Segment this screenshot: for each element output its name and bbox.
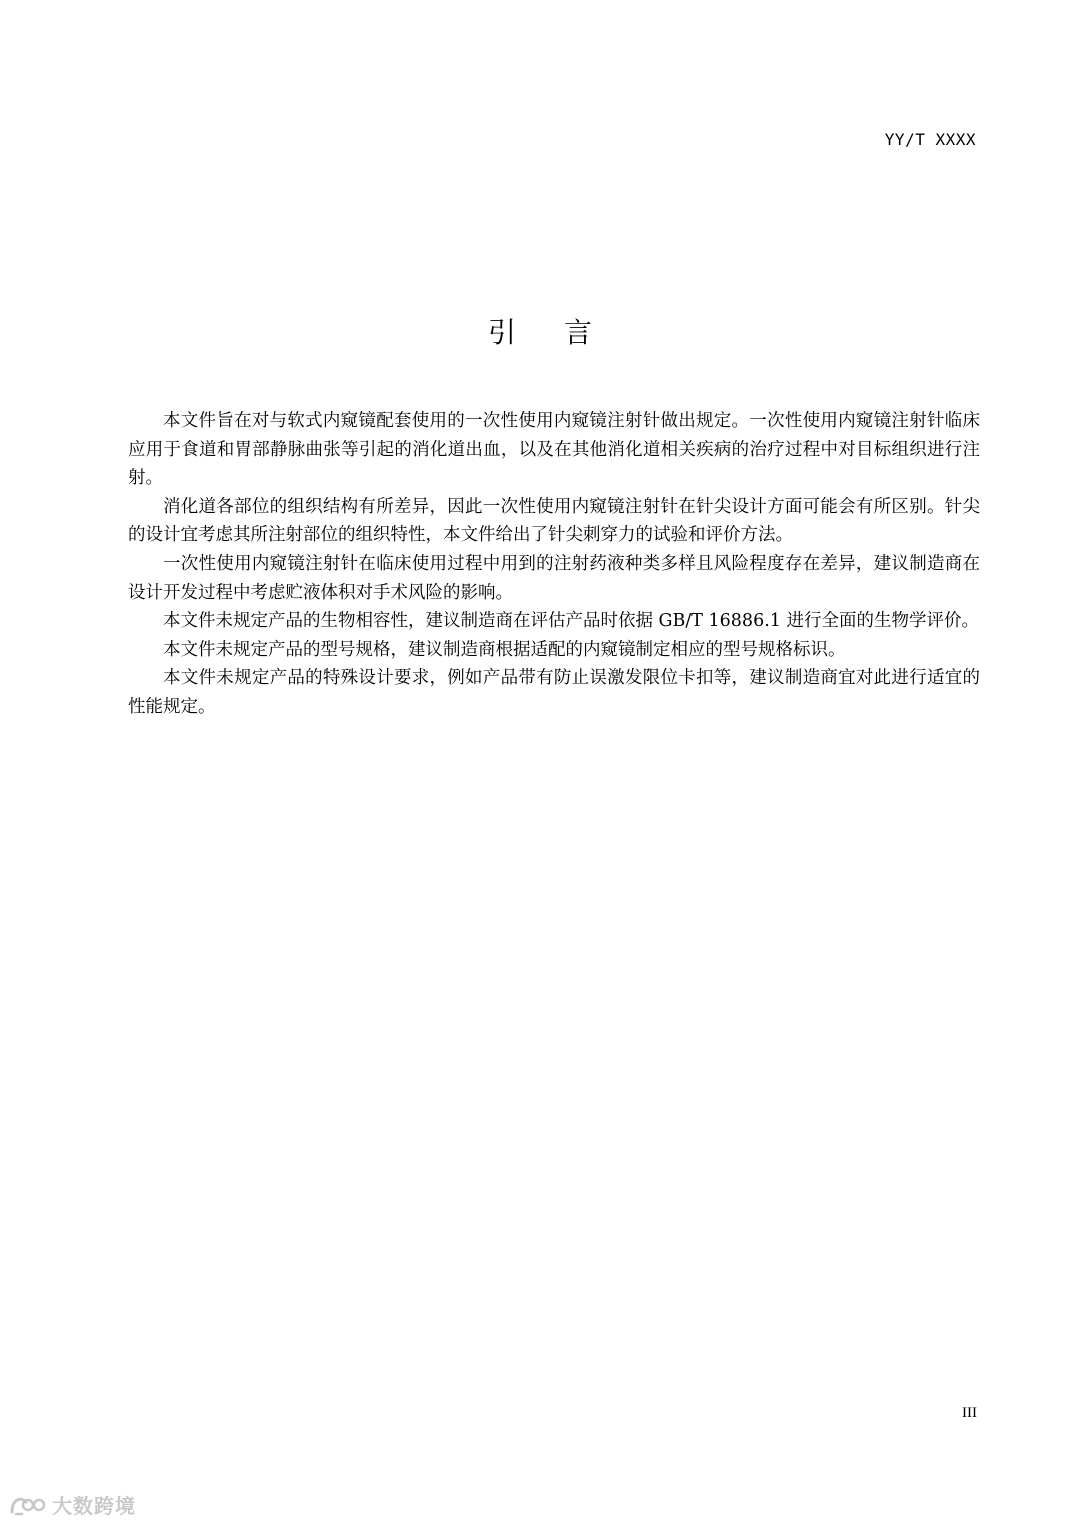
standard-code: YY/T XXXX bbox=[884, 130, 976, 149]
watermark-text: 大数跨境 bbox=[52, 1494, 136, 1518]
introduction-body bbox=[128, 407, 980, 722]
watermark bbox=[8, 1490, 136, 1519]
paragraph: 本文件未规定产品的生物相容性，建议制造商在评估产品时依据 GB/T 16886.1 进行全面的生物学评价。 bbox=[163, 611, 979, 632]
brand-logo-icon bbox=[8, 1492, 46, 1518]
paragraph: 一次性使用内窥镜注射针在临床使用过程中用到的注射药液种类多样且风险程度存在差异，建议制造商在设计开发过程中考虑贮液体积对手术风险的影响。 bbox=[128, 553, 980, 603]
page-number: III bbox=[962, 1405, 977, 1421]
paragraph: 本文件旨在对与软式内窥镜配套使用的一次性使用内窥镜注射针做出规定。一次性使用内窥镜注射针临床应用于食道和胃部静脉曲张等引起的消化道出血，以及在其他消化道相关疾病的治疗过程中对目标组织进行注射。 bbox=[128, 411, 980, 489]
paragraph: 本文件未规定产品的型号规格，建议制造商根据适配的内窥镜制定相应的型号规格标识。 bbox=[163, 639, 846, 660]
paragraph: 消化道各部位的组织结构有所差异，因此一次性使用内窥镜注射针在针尖设计方面可能会有所区别。针尖的设计宜考虑其所注射部位的组织特性，本文件给出了针尖刺穿力的试验和评价方法。 bbox=[128, 496, 980, 546]
paragraph: 本文件未规定产品的特殊设计要求，例如产品带有防止误激发限位卡扣等，建议制造商宜对此进行适宜的性能规定。 bbox=[128, 668, 980, 717]
page-title: 引言 bbox=[487, 316, 640, 349]
